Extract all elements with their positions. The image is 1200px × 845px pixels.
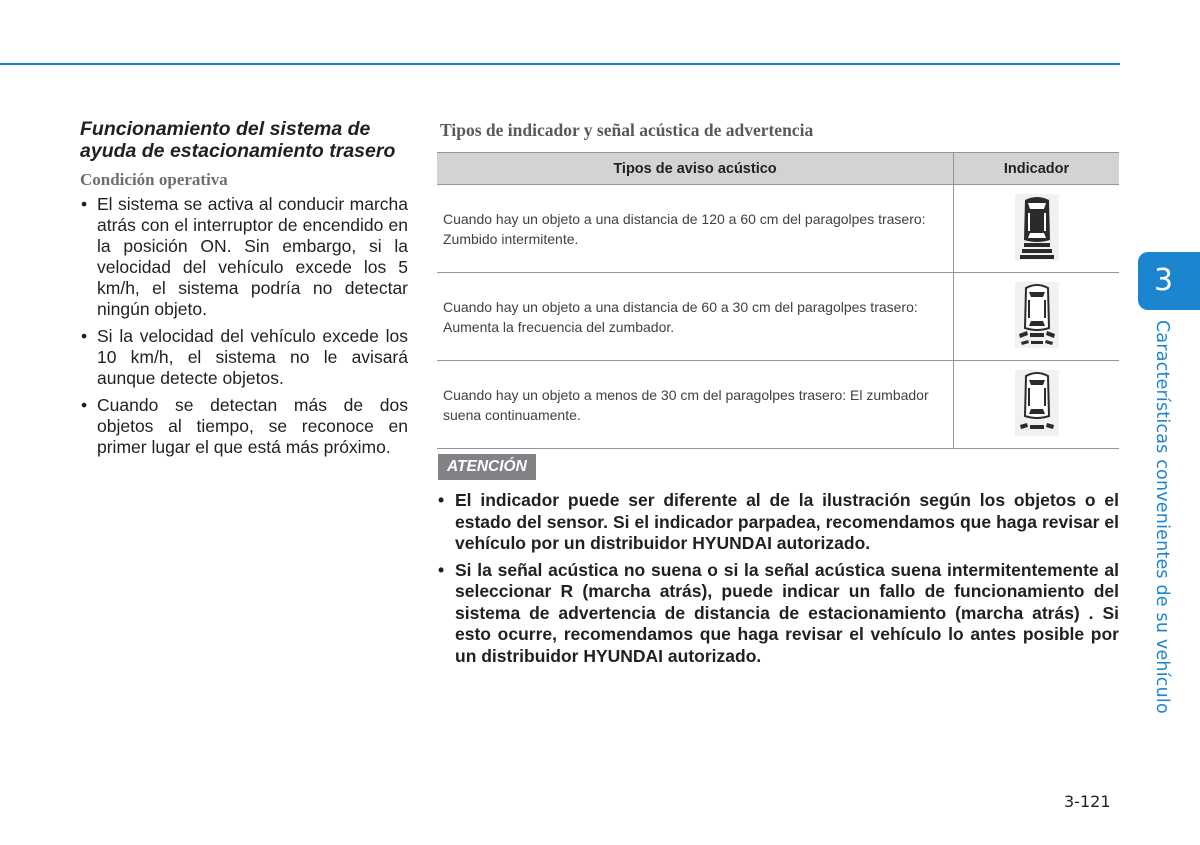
table-title: Tipos de indicador y señal acústica de advertencia — [440, 120, 814, 140]
list-item: • Si la señal acústica no suena o si la señal acústica suena intermitentemente al seleccionar R (marcha atrás), puede indicar un fallo de funcionamiento del sistema de advertencia de distancia de estacionamiento (marcha atrás) . Si esto ocurre, recomendamos que haga revisar el vehículo lo antes posible por un distribuidor HYUNDAI autorizado. — [438, 559, 1119, 666]
parking-sensor-near-icon — [1015, 370, 1059, 436]
list-item: • Cuando se detectan más de dos objetos al tiempo, se reconoce en primer lugar el que está más próximo. — [81, 395, 408, 457]
row-description: Cuando hay un objeto a una distancia de 60 a 30 cm del paragolpes trasero: Aumenta la frecuencia del zumbador. — [437, 273, 954, 361]
parking-sensor-mid-icon — [1015, 282, 1059, 348]
right-column — [437, 118, 1119, 666]
parking-sensor-far-icon — [1015, 194, 1059, 260]
page-number: 3-121 — [1064, 792, 1111, 811]
left-column — [80, 118, 408, 464]
bullet-icon: • — [81, 395, 88, 415]
table-row — [437, 273, 1119, 361]
bullet-icon: • — [438, 490, 445, 510]
table-row — [437, 361, 1119, 449]
header-aviso: Tipos de aviso acústico — [437, 153, 954, 185]
operating-conditions-list — [80, 194, 408, 458]
table-row — [437, 185, 1119, 273]
caution-label: ATENCIÓN — [438, 454, 536, 480]
row-description: Cuando hay un objeto a una distancia de 120 a 60 cm del paragolpes trasero: Zumbido intermitente. — [437, 185, 954, 273]
header-rule — [0, 63, 1120, 65]
subheading-condicion: Condición operativa — [80, 170, 228, 189]
warning-table — [437, 152, 1119, 449]
bullet-icon: • — [438, 559, 445, 580]
chapter-title: Características convenientes de su vehículo — [1152, 320, 1172, 714]
bullet-icon: • — [81, 326, 88, 346]
header-indicador: Indicador — [954, 153, 1120, 185]
row-description: Cuando hay un objeto a menos de 30 cm del paragolpes trasero: El zumbador suena continuamente. — [437, 361, 954, 449]
list-item: • El sistema se activa al conducir marcha atrás con el interruptor de encendido en la posición ON. Sin embargo, si la velocidad del vehículo excede los 5 km/h, el sistema podría no detectar ningún objeto. — [81, 194, 408, 319]
section-title: Funcionamiento del sistema de ayuda de estacionamiento trasero — [80, 118, 396, 162]
table-header-row — [437, 153, 1119, 185]
caution-list — [437, 490, 1119, 672]
bullet-icon: • — [81, 194, 88, 214]
list-item: • El indicador puede ser diferente al de la ilustración según los objetos o el estado del sensor. Si el indicador parpadea, recomendamos que haga revisar el vehículo por un distribuidor HYUNDAI autorizado. — [438, 490, 1119, 553]
chapter-tab: 3 — [1138, 252, 1200, 310]
list-item: • Si la velocidad del vehículo excede los 10 km/h, el sistema no le avisará aunque detecte objetos. — [81, 326, 408, 388]
